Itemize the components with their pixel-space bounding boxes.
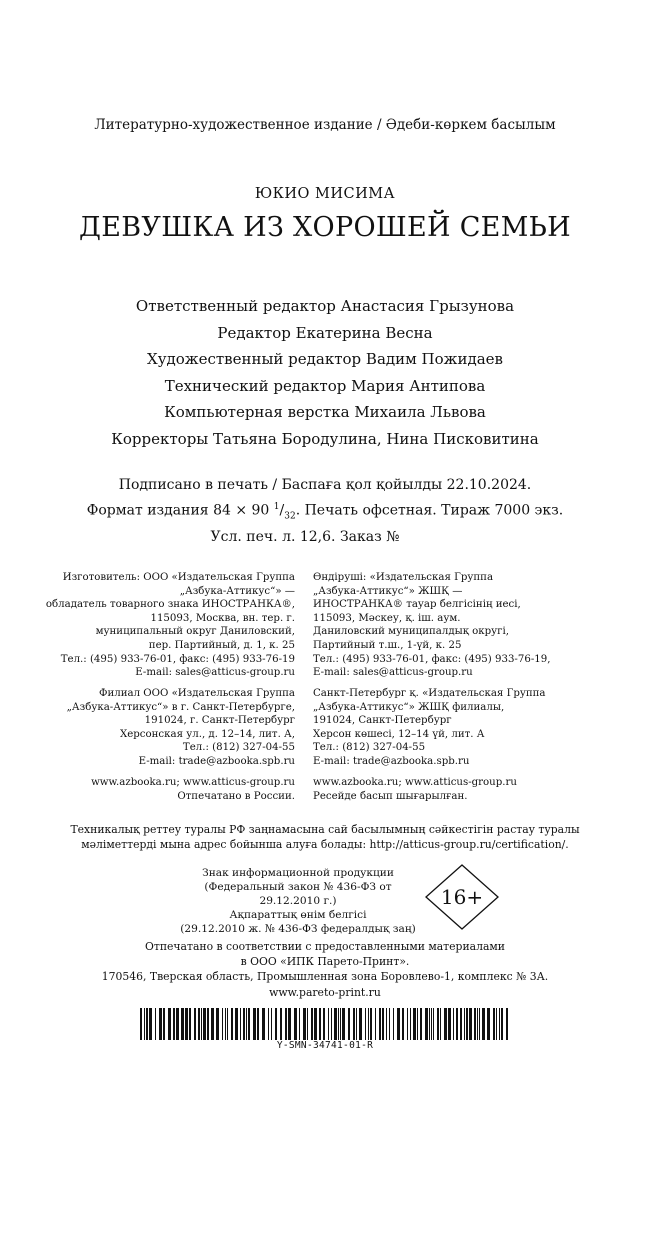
address-line: Тел.: (495) 933-76-01, факс: (495) 933-76-19, — [313, 653, 551, 665]
barcode-bar — [479, 1008, 480, 1040]
barcode-bar — [176, 1008, 179, 1040]
barcode-bar — [487, 1008, 490, 1040]
sign-line: Ақпараттық өнім белгісі — [229, 908, 367, 921]
barcode-bar — [460, 1008, 462, 1040]
barcode-bar — [466, 1008, 468, 1040]
barcode-bar — [149, 1008, 152, 1040]
barcode-bar — [425, 1008, 428, 1040]
barcode-bar — [464, 1008, 465, 1040]
barcode-bar — [243, 1008, 245, 1040]
barcode-bar — [453, 1008, 454, 1040]
barcode-bar — [257, 1008, 259, 1040]
barcode-bar — [501, 1008, 503, 1040]
print-info-block — [0, 475, 650, 549]
age-rating-badge — [425, 864, 499, 930]
barcode-bar — [303, 1008, 306, 1040]
barcode-bar — [370, 1008, 372, 1040]
barcode-bar — [201, 1008, 202, 1040]
address-line: ИНОСТРАНКА® тауар белгісінің иесі, — [313, 599, 521, 611]
barcode-bar — [340, 1008, 341, 1040]
barcode-bar — [225, 1008, 226, 1040]
barcode-bar — [168, 1008, 171, 1040]
address-line: Партийный т.ш., 1-үй, к. 25 — [313, 639, 462, 651]
branch-kz — [313, 687, 546, 769]
fraction-slash: / — [279, 502, 285, 519]
credit-line: Художественный редактор Вадим Пожидаев — [147, 350, 503, 369]
printer-info — [0, 939, 650, 1000]
barcode-bar — [493, 1008, 495, 1040]
barcode-bar — [227, 1008, 228, 1040]
author-name: ЮКИО МИСИМА — [254, 186, 396, 202]
barcode-bar — [189, 1008, 191, 1040]
address-line: „Азбука-Аттикус“» — — [179, 585, 295, 597]
barcode-bar — [194, 1008, 196, 1040]
barcode-bar — [222, 1008, 223, 1040]
barcode-bar — [271, 1008, 272, 1040]
address-line: пер. Партийный, д. 1, к. 25 — [148, 639, 295, 651]
barcode-bar — [253, 1008, 256, 1040]
address-line: „Азбука-Аттикус“» ЖШҚ — — [313, 585, 463, 597]
info-sign-text — [178, 867, 418, 937]
credit-line: Редактор Екатерина Весна — [217, 323, 433, 342]
barcode-bar — [248, 1008, 250, 1040]
address-line: 191024, г. Санкт-Петербург — [144, 715, 295, 727]
address-line: „Азбука-Аттикус“» ЖШҚ филиалы, — [313, 701, 505, 713]
barcode-bar — [431, 1008, 432, 1040]
barcode-bar — [216, 1008, 219, 1040]
credit-line: Технический редактор Мария Антипова — [164, 376, 486, 395]
barcode-bar — [359, 1008, 362, 1040]
web-line: www.azbooka.ru; www.atticus-group.ru — [313, 777, 517, 788]
barcode-bar — [235, 1008, 238, 1040]
address-line: Өндіруші: «Издательская Группа — [313, 572, 494, 583]
branch-ru — [67, 687, 295, 769]
address-line: обладатель товарного знака ИНОСТРАНКА®, — [45, 599, 295, 611]
format-denominator: 32 — [284, 510, 296, 521]
barcode-bar — [368, 1008, 369, 1040]
barcode-bar — [334, 1008, 337, 1040]
printer-line: www.pareto-print.ru — [269, 985, 381, 999]
web-line: Отпечатано в России. — [177, 790, 295, 802]
format-prefix: Формат издания 84 × 90 — [86, 502, 274, 519]
format-line — [0, 497, 650, 528]
barcode-bar — [331, 1008, 332, 1040]
barcode-bar — [163, 1008, 165, 1040]
address-line: 115093, Москва, вн. тер. г. — [150, 612, 295, 624]
barcode-bar — [474, 1008, 476, 1040]
barcode-bar — [140, 1008, 142, 1040]
barcode-bar — [203, 1008, 206, 1040]
signed-line: Подписано в печать / Баспаға қол қойылды 22.10.2024. — [118, 477, 532, 493]
barcode-bar — [262, 1008, 265, 1040]
book-title: ДЕВУШКА ИЗ ХОРОШЕЙ СЕМЬИ — [79, 212, 571, 243]
address-line: Тел.: (812) 327-04-55 — [313, 742, 426, 754]
barcode-bar — [328, 1008, 329, 1040]
barcode-bar — [410, 1008, 411, 1040]
address-line: Херсонская ул., д. 12–14, лит. А, — [120, 728, 295, 740]
order-text: Усл. печ. л. 12,6. Заказ № — [210, 529, 400, 546]
barcode-bar — [299, 1008, 300, 1040]
barcode-bar — [323, 1008, 325, 1040]
barcode-bar — [456, 1008, 458, 1040]
barcode-bar — [506, 1008, 508, 1040]
manufacturer-ru — [46, 571, 295, 680]
credit-line: Корректоры Татьяна Бородулина, Нина Писковитина — [111, 429, 539, 448]
barcode-bar — [477, 1008, 478, 1040]
credit-line: Ответственный редактор Анастасия Грызунова — [135, 297, 515, 315]
barcode-bar — [173, 1008, 175, 1040]
web-line: www.azbooka.ru; www.atticus-group.ru — [91, 777, 295, 788]
barcode-bar — [386, 1008, 387, 1040]
credit-line: Компьютерная верстка Михаила Львова — [164, 403, 486, 422]
barcode-bar — [159, 1008, 162, 1040]
address-line: Даниловский муниципалдық округі, — [313, 626, 509, 638]
barcode-bar — [319, 1008, 321, 1040]
barcode-bar — [420, 1008, 422, 1040]
manufacturer-kz — [313, 571, 551, 680]
barcode-bar — [268, 1008, 269, 1040]
barcode-bar — [294, 1008, 297, 1040]
address-line: 115093, Мәскеу, қ. іш. аум. — [313, 612, 461, 624]
tech-regulation — [0, 823, 650, 852]
barcode-bar — [413, 1008, 416, 1040]
barcode-bar — [437, 1008, 439, 1040]
sign-line: Знак информационной продукции — [202, 867, 394, 879]
format-suffix: . Печать офсетная. Тираж 7000 экз. — [295, 502, 564, 519]
tech-line: Техникалық реттеу туралы РФ заңнамасына сай басылымның сәйкестігін растау туралы — [70, 823, 580, 836]
barcode-bar — [246, 1008, 247, 1040]
barcode-bar — [389, 1008, 390, 1040]
barcode-bar — [342, 1008, 345, 1040]
barcode-bar — [155, 1008, 156, 1040]
barcode-bar — [433, 1008, 434, 1040]
barcode-bar — [469, 1008, 472, 1040]
barcode-bar — [240, 1008, 241, 1040]
barcode-bar — [407, 1008, 408, 1040]
barcode-bar — [198, 1008, 200, 1040]
address-line: Изготовитель: ООО «Издательская Группа — [62, 572, 295, 583]
barcode-bar — [397, 1008, 400, 1040]
printer-line: Отпечатано в соответствии с предоставленными материалами — [145, 940, 505, 953]
barcode-bar — [444, 1008, 447, 1040]
barcode-bar — [207, 1008, 209, 1040]
barcode-code: Y-SMN-34741-01-R — [276, 1040, 374, 1051]
barcode-bar — [440, 1008, 441, 1040]
barcode-bar — [482, 1008, 485, 1040]
address-line: Филиал ООО «Издательская Группа — [98, 688, 295, 699]
address-line: муниципальный округ Даниловский, — [95, 626, 295, 638]
barcode-bar — [275, 1008, 277, 1040]
barcode-bar — [379, 1008, 381, 1040]
barcode-bar — [338, 1008, 339, 1040]
address-line: Тел.: (812) 327-04-55 — [182, 742, 295, 754]
barcode-bar — [382, 1008, 384, 1040]
barcode-bar — [144, 1008, 145, 1040]
address-line: Херсон көшесі, 12–14 үй, лит. А — [313, 728, 485, 740]
barcode-bar — [353, 1008, 355, 1040]
order-line — [0, 527, 650, 549]
address-line: E-mail: sales@atticus-group.ru — [135, 667, 295, 679]
barcode-bar — [314, 1008, 317, 1040]
printer-line: в ООО «ИПК Парето-Принт». — [240, 955, 410, 969]
barcode-bar — [448, 1008, 451, 1040]
sign-line: (29.12.2010 ж. № 436-ФЗ федералдық заң) — [180, 922, 416, 935]
barcode-bar — [365, 1008, 366, 1040]
genre-line: Литературно-художественное издание / Әдеби-көркем басылым — [94, 117, 556, 133]
address-line: 191024, Санкт-Петербург — [313, 715, 452, 727]
barcode-bar — [348, 1008, 350, 1040]
barcode-bar — [307, 1008, 308, 1040]
sign-line: (Федеральный закон № 436-ФЗ от 29.12.2010 г.) — [204, 880, 392, 907]
age-rating-text: 16+ — [440, 885, 484, 909]
barcode-bar — [146, 1008, 148, 1040]
address-line: E-mail: trade@azbooka.spb.ru — [313, 755, 470, 767]
web-ru — [91, 776, 295, 803]
barcode-bar — [356, 1008, 357, 1040]
printer-line: 170546, Тверская область, Промышленная зона Боровлево-1, комплекс № 3А. — [101, 970, 549, 984]
barcode-bar — [402, 1008, 404, 1040]
barcode-bar — [231, 1008, 233, 1040]
barcode-bar — [288, 1008, 291, 1040]
barcode-bar — [181, 1008, 184, 1040]
address-line: „Азбука-Аттикус“» в г. Санкт-Петербурге, — [66, 701, 295, 713]
barcode-bar — [211, 1008, 214, 1040]
barcode-bar — [311, 1008, 313, 1040]
web-line: Ресейде басып шығарылған. — [313, 790, 468, 802]
web-kz — [313, 776, 517, 803]
barcode-bar — [375, 1008, 376, 1040]
barcode-icon — [140, 1008, 510, 1040]
address-line: E-mail: trade@azbooka.spb.ru — [138, 755, 295, 767]
format-numerator: 1 — [273, 501, 280, 512]
address-line: Тел.: (495) 933-76-01, факс: (495) 933-76-19 — [60, 653, 295, 665]
barcode-bar — [285, 1008, 287, 1040]
barcode-bar — [429, 1008, 430, 1040]
barcode-bar — [185, 1008, 188, 1040]
barcode-bar — [417, 1008, 418, 1040]
barcode-bar — [280, 1008, 282, 1040]
barcode-bar — [496, 1008, 497, 1040]
tech-line: мәліметтерді мына адрес бойынша алуға болады: http://atticus-group.ru/certification/. — [81, 837, 569, 851]
barcode-bar — [499, 1008, 500, 1040]
credits-block — [0, 293, 650, 453]
address-line: Санкт-Петербург қ. «Издательская Группа — [313, 688, 546, 699]
address-line: E-mail: sales@atticus-group.ru — [313, 667, 473, 679]
barcode-bar — [393, 1008, 394, 1040]
